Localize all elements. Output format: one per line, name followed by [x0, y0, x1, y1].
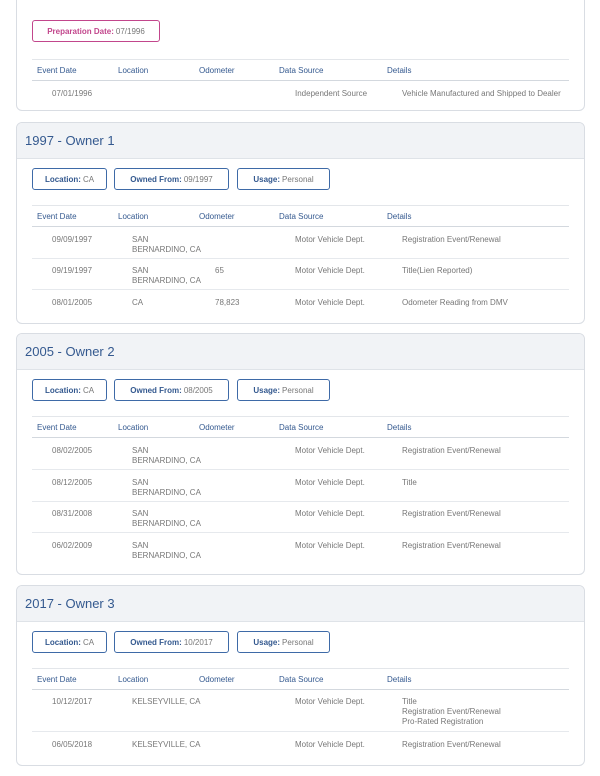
table-header	[32, 205, 569, 227]
owned-from-label: Owned From:	[130, 385, 182, 395]
location-label: Location:	[44, 385, 81, 395]
event-details: Title Registration Event/Renewal Pro-Rated Registration	[402, 697, 501, 726]
event-location: KELSEYVILLE, CA	[132, 740, 201, 749]
table-row	[32, 290, 569, 322]
event-location: SAN BERNARDINO, CA	[132, 541, 201, 560]
owner-3-card	[16, 585, 585, 766]
usage-value: Personal	[282, 385, 314, 395]
col-event-date: Event Date	[37, 423, 77, 432]
event-location: SAN BERNARDINO, CA	[132, 509, 201, 528]
col-odometer: Odometer	[199, 423, 235, 432]
owned-from-value: 10/2017	[183, 637, 213, 647]
table-row	[32, 533, 569, 569]
event-data-source: Motor Vehicle Dept.	[295, 509, 365, 518]
table-row	[32, 438, 569, 470]
table-row	[32, 502, 569, 533]
event-data-source: Motor Vehicle Dept.	[295, 697, 365, 706]
event-date: 10/12/2017	[52, 697, 93, 706]
event-data-source: Independent Source	[295, 89, 368, 98]
usage-badge	[237, 379, 330, 401]
owned-from-value: 09/1997	[183, 174, 213, 184]
col-location: Location	[118, 66, 149, 75]
event-data-source: Motor Vehicle Dept.	[295, 740, 365, 749]
event-data-source: Motor Vehicle Dept.	[295, 235, 365, 244]
location-badge	[32, 379, 107, 401]
table-row	[32, 259, 569, 290]
event-location: SAN BERNARDINO, CA	[132, 478, 201, 497]
col-details: Details	[387, 423, 412, 432]
event-details: Title(Lien Reported)	[402, 266, 473, 275]
owner-1-title: 1997 - Owner 1	[17, 123, 584, 159]
event-details: Odometer Reading from DMV	[402, 298, 508, 307]
col-location: Location	[118, 675, 149, 684]
event-date: 09/19/1997	[52, 266, 93, 275]
owned-from-badge	[114, 168, 229, 190]
location-label: Location:	[44, 637, 81, 647]
table-header	[32, 416, 569, 438]
col-data-source: Data Source	[279, 66, 324, 75]
event-location: SAN BERNARDINO, CA	[132, 235, 201, 254]
event-location: KELSEYVILLE, CA	[132, 697, 201, 706]
col-event-date: Event Date	[37, 212, 77, 221]
location-badge	[32, 168, 107, 190]
table-row	[32, 81, 569, 105]
col-location: Location	[118, 212, 149, 221]
event-date: 08/02/2005	[52, 446, 93, 455]
usage-value: Personal	[282, 174, 314, 184]
usage-badge	[237, 631, 330, 653]
col-odometer: Odometer	[199, 675, 235, 684]
col-event-date: Event Date	[37, 675, 77, 684]
event-date: 08/12/2005	[52, 478, 93, 487]
event-details: Registration Event/Renewal	[402, 509, 501, 518]
col-odometer: Odometer	[199, 66, 235, 75]
usage-label: Usage:	[253, 174, 281, 184]
preparation-date-value: 07/1996	[115, 26, 145, 36]
owned-from-label: Owned From:	[130, 174, 182, 184]
event-odometer: 78,823	[215, 298, 240, 307]
event-data-source: Motor Vehicle Dept.	[295, 446, 365, 455]
event-data-source: Motor Vehicle Dept.	[295, 478, 365, 487]
table-header	[32, 59, 569, 81]
table-row	[32, 227, 569, 259]
event-details: Registration Event/Renewal	[402, 541, 501, 550]
event-location: CA	[132, 298, 144, 307]
col-data-source: Data Source	[279, 212, 324, 221]
col-data-source: Data Source	[279, 675, 324, 684]
event-date: 08/31/2008	[52, 509, 93, 518]
preparation-date-badge	[32, 20, 160, 42]
owner-2-title: 2005 - Owner 2	[17, 334, 584, 370]
usage-label: Usage:	[253, 637, 281, 647]
table-row	[32, 732, 569, 762]
event-location: SAN BERNARDINO, CA	[132, 446, 201, 465]
event-details: Registration Event/Renewal	[402, 446, 501, 455]
owner-3-title: 2017 - Owner 3	[17, 586, 584, 622]
owned-from-badge	[114, 631, 229, 653]
usage-badge	[237, 168, 330, 190]
event-data-source: Motor Vehicle Dept.	[295, 266, 365, 275]
location-value: CA	[82, 385, 95, 395]
col-details: Details	[387, 212, 412, 221]
table-row	[32, 470, 569, 502]
event-details: Title	[402, 478, 417, 487]
owned-from-label: Owned From:	[130, 637, 182, 647]
col-data-source: Data Source	[279, 423, 324, 432]
event-details: Registration Event/Renewal	[402, 235, 501, 244]
event-details: Vehicle Manufactured and Shipped to Dealer	[402, 89, 561, 98]
owner-1-card	[16, 122, 585, 324]
col-location: Location	[118, 423, 149, 432]
col-details: Details	[387, 66, 412, 75]
table-row	[32, 690, 569, 732]
location-value: CA	[82, 637, 95, 647]
usage-value: Personal	[282, 637, 314, 647]
event-location: SAN BERNARDINO, CA	[132, 266, 201, 285]
col-event-date: Event Date	[37, 66, 77, 75]
owner-2-card	[16, 333, 585, 575]
event-date: 09/09/1997	[52, 235, 93, 244]
col-odometer: Odometer	[199, 212, 235, 221]
owned-from-badge	[114, 379, 229, 401]
owned-from-value: 08/2005	[183, 385, 213, 395]
location-label: Location:	[44, 174, 81, 184]
event-data-source: Motor Vehicle Dept.	[295, 541, 365, 550]
col-details: Details	[387, 675, 412, 684]
event-details: Registration Event/Renewal	[402, 740, 501, 749]
event-date: 06/05/2018	[52, 740, 93, 749]
usage-label: Usage:	[253, 385, 281, 395]
preparation-date-label: Preparation Date:	[47, 26, 114, 36]
location-value: CA	[82, 174, 95, 184]
event-data-source: Motor Vehicle Dept.	[295, 298, 365, 307]
event-date: 08/01/2005	[52, 298, 93, 307]
preparation-card	[16, 0, 585, 111]
event-date: 06/02/2009	[52, 541, 93, 550]
location-badge	[32, 631, 107, 653]
table-header	[32, 668, 569, 690]
event-odometer: 65	[215, 266, 224, 275]
event-date: 07/01/1996	[52, 89, 93, 98]
